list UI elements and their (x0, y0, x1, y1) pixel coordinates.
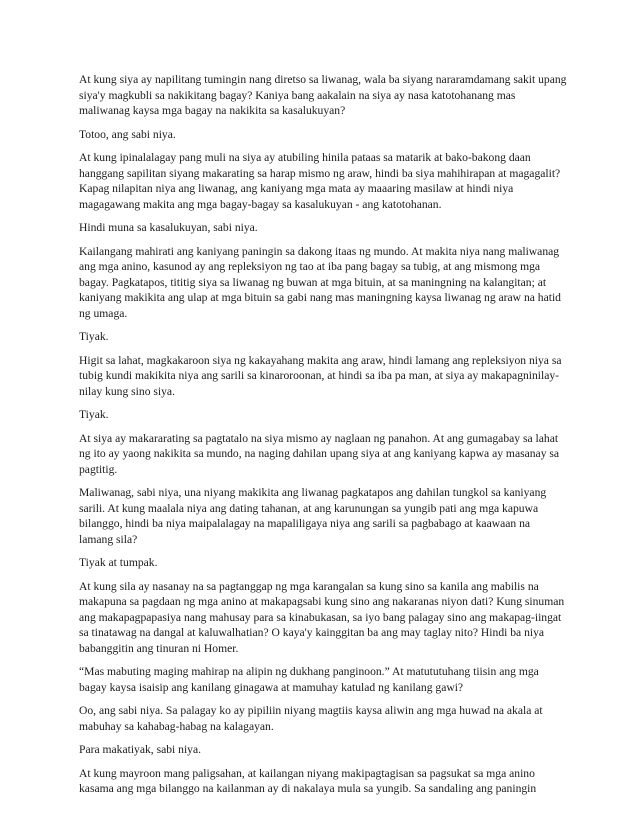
paragraph-10: Maliwanag, sabi niya, una niyang makikita ang liwanag pagkatapos ang dahilan tungkol sa kaniyang sarili. At kung maalala niya ang dating tahanan, at ang karunungan sa yungib pati ang mga kapuwa bilanggo, hindi ba niya maipalalagay na mapaliligaya niya ang sarili sa pagbabago at kaawaan na lamang sila? (79, 486, 547, 546)
document-body (79, 72, 567, 805)
paragraph-14: Oo, ang sabi niya. Sa palagay ko ay pipiliin niyang magtiis kaysa aliwin ang mga huwad na akala at mabuhay sa kahabag-habag na kalagayan. (79, 704, 543, 733)
paragraph-13: “Mas mabuting maging mahirap na alipin ng dukhang panginoon.” At matututuhang tiisin ang mga bagay kaysa isaisip ang kanilang ginagawa at mamuhay katulad ng kanilang gawi? (79, 665, 539, 694)
paragraph-4: Hindi muna sa kasalukuyan, sabi niya. (79, 221, 258, 234)
paragraph-5: Kailangang mahirati ang kaniyang paningin sa dakong itaas ng mundo. At makita niya nang maliwanag ang mga anino, kasunod ay ang repleksiyon ng tao at iba pang bagay sa tubig, at ang mismong mga bagay. Pagkatapos, tititig siya sa liwanag ng buwan at mga bituin, at sa maningning na kalangitan; at kaniyang makikita ang ulap at mga bituin sa gabi nang mas maningning kaysa liwanag ng araw na hatid ng umaga. (79, 244, 561, 320)
paragraph-9: At siya ay makararating sa pagtatalo na siya mismo ay naglaan ng panahon. At ang gumagabay sa lahat ng ito ay yaong nakikita sa mundo, na naging dahilan upang siya at ang kaniyang kapwa ay masanay sa pagtitig. (79, 431, 560, 476)
paragraph-3: At kung ipinalalagay pang muli na siya ay atubiling hinila pataas sa matarik at bako-bakong daan hanggang sapilitan siyang makarating sa harap mismo ng araw, hindi ba siya mahihirapan at magagalit? Kapag nilapitan niya ang liwanag, ang kaniyang mga mata ay maaaring masilaw at hindi niya magagawang makita ang mga bagay-bagay sa kasalukuyan - ang katotohanan. (79, 151, 561, 211)
paragraph-11: Tiyak at tumpak. (79, 556, 158, 569)
paragraph-2: Totoo, ang sabi niya. (79, 127, 176, 141)
paragraph-8: Tiyak. (79, 408, 109, 421)
paragraph-12: At kung sila ay nasanay na sa pagtanggap ng mga karangalan sa kung sino sa kanila ang mabilis na makapuna sa pagdaan ng mga anino at makapagsabi kung sino ang nakaranas niyon dati? Kung sinuman ang makapagpapasiya nang mahusay para sa kinabukasan, sa iyo bang palagay sino ang makapag-iingat sa tinatawag na dangal at kaluwalhatian? O kaya'y kainggitan ba ang may taglay nito? Hindi ba niya babanggitin ang tinuran ni Homer. (79, 579, 565, 655)
paragraph-1: At kung siya ay napilitang tumingin nang diretso sa liwanag, wala ba siyang nararamdamang sakit upang siya'y magkubli sa nakikitang bagay? Kaniya bang aakalain na siya ay nasa katotohanang mas maliwanag kaysa mga bagay na nakikita sa kasalukuyan? (79, 73, 567, 117)
paragraph-16: At kung mayroon mang paligsahan, at kailangan niyang makipagtagisan sa pagsukat sa mga anino kasama ang mga bilanggo na kailanman ay di nakalaya mula sa yungib. Sa sandaling ang paningin (79, 766, 537, 795)
paragraph-15: Para makatiyak, sabi niya. (79, 743, 202, 756)
paragraph-7: Higit sa lahat, magkakaroon siya ng kakayahang makita ang araw, hindi lamang ang repleksiyon niya sa tubig kundi makikita niya ang sarili sa kinaroroonan, at hindi sa iba pa man, at siya ay makapagninilay-nilay kung sino siya. (79, 353, 562, 398)
paragraph-6: Tiyak. (79, 330, 109, 343)
